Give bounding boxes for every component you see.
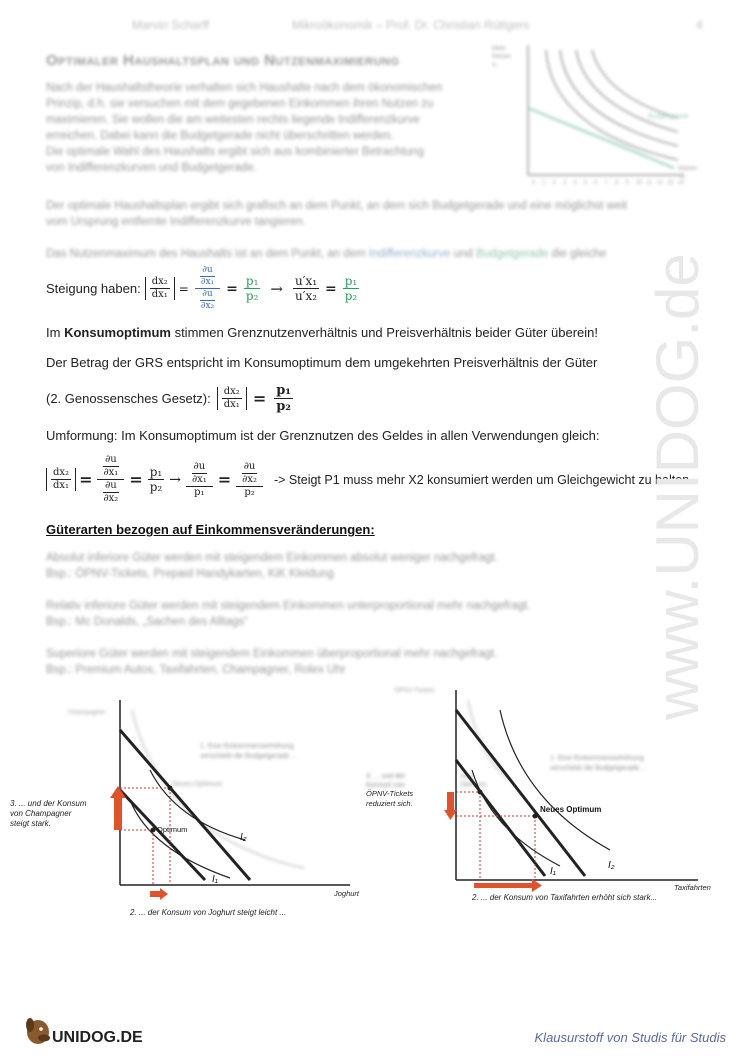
tick-label: 4 — [573, 180, 577, 186]
svg-text:1. Eine Einkommenserhöhung: 1. Eine Einkommenserhöhung — [550, 755, 644, 762]
goods-superior — [46, 646, 706, 678]
top-chart-ticks — [532, 180, 684, 186]
i1-label: I₁ — [212, 874, 218, 885]
gossen-label: (2. Genossensches Gesetz): — [46, 391, 211, 406]
svg-text:UNIDOG.DE: UNIDOG.DE — [52, 1029, 143, 1046]
header-author: Marvin Scharff — [132, 18, 210, 32]
header-page: 4 — [696, 18, 703, 32]
section-goods-types: Güterarten bezogen auf Einkommensveränderungen: — [46, 522, 375, 537]
right-chart-note-1 — [550, 755, 647, 772]
grs-line: Der Betrag der GRS entspricht im Konsumoptimum dem umgekehrten Preisverhältnis der Güter — [46, 355, 598, 370]
new-optimum-point — [533, 814, 538, 819]
svg-text:www.UNIDOG.de: www.UNIDOG.de — [644, 253, 711, 720]
left-chart-x-axis-label: Joghurt — [334, 889, 360, 898]
svg-text:x₁: x₁ — [680, 174, 686, 180]
new-optimum-label: Neues Optimum — [172, 781, 223, 788]
tick-label: 6 — [594, 180, 598, 186]
header-course: Mikroökonomik – Prof. Dr. Christian Rüttgers — [292, 18, 530, 32]
svg-text:verschiebt die Budgetgerade ..: verschiebt die Budgetgerade ... — [200, 753, 297, 760]
goods-example: Bsp.: Mc Donalds, „Sachen des Alltags“ — [46, 616, 248, 628]
tick-label: 13 — [667, 180, 674, 186]
footer-slogan: Klausurstoff von Studis für Studis — [534, 1030, 726, 1045]
watermark — [640, 250, 720, 730]
umformung-line: Umformung: Im Konsumoptimum ist der Grenznutzen des Geldes in allen Verwendungen gleich: — [46, 428, 600, 443]
i2-label: I₂ — [240, 832, 247, 843]
arrow-symbol: → — [270, 279, 283, 298]
top-chart-x-label — [678, 166, 697, 180]
tick-label: 1 — [542, 180, 546, 186]
tick-label: 11 — [646, 180, 653, 186]
indifference-curve-upper — [468, 700, 510, 780]
marginal-utility-derivative-ratio: $\frac{\text{u′x₁}}{\text{u′x₂}}$ — [294, 274, 318, 303]
tick-label: 0 — [532, 180, 536, 186]
goods-example: Bsp.: ÖPNV-Tickets, Prepaid Handykarten, KiK Kleidung — [46, 568, 334, 580]
goods-absolute-inferior — [46, 550, 706, 582]
indifference-curve — [560, 50, 678, 146]
right-arrow-shaft — [474, 883, 532, 888]
left-chart-note-1 — [200, 743, 297, 760]
down-arrow-shaft — [447, 792, 454, 810]
indifference-curve-i2 — [500, 710, 610, 850]
svg-text:3. ... und der Konsum: 3. ... und der Konsum — [10, 799, 87, 808]
right-income-chart — [360, 680, 730, 920]
tick-label: 3 — [563, 180, 567, 186]
svg-text:verschiebt die Budgetgerade ..: verschiebt die Budgetgerade ... — [550, 765, 647, 772]
equilibrium-note: -> Steigt P1 muss mehr X2 konsumiert werden um Gleichgewicht zu halten — [274, 472, 690, 487]
right-chart-x-axis-label: Taxifahrten — [674, 883, 711, 892]
right-arrow-shaft — [150, 891, 160, 897]
para3-before: Das Nutzenmaximum des Haushalts ist an dem Punkt, an dem — [46, 248, 369, 260]
svg-text:reduziert sich.: reduziert sich. — [366, 799, 413, 808]
grs-abs: $\frac{\text{dx₂}}{\text{dx₁}}$ — [145, 277, 175, 300]
tick-label: 7 — [604, 180, 608, 186]
new-optimum-label: Neues Optimum — [540, 805, 602, 814]
old-optimum-label — [460, 773, 486, 788]
svg-text:ÖPNV-Tickets: ÖPNV-Tickets — [366, 789, 414, 798]
right-arrow-icon — [160, 888, 168, 900]
price-ratio: $\frac{\text{p₁}}{\text{p₂}}$ — [245, 274, 259, 303]
i2-label: I₂ — [608, 860, 615, 871]
intro-line: Prinzip, d.h. sie versuchen mit dem gegebenen Einkommen ihren Nutzen zu — [46, 98, 434, 110]
term-indifference: Indifferenzkurve — [368, 248, 451, 260]
right-chart-note-3 — [366, 773, 413, 808]
optimum-label: Optimum — [157, 825, 188, 834]
top-indifference-chart — [488, 40, 702, 190]
paragraph-line: Der optimale Haushaltsplan ergibt sich grafisch an dem Punkt, an dem sich Budgetgerade und eine möglichst weit — [46, 200, 628, 212]
tick-label: 8 — [615, 180, 619, 186]
i1-label: I₁ — [550, 866, 556, 877]
intro-paragraph — [46, 80, 486, 176]
tick-label: 9 — [625, 180, 629, 186]
svg-text:3. ... und der: 3. ... und der — [366, 773, 406, 780]
unidog-logo — [22, 1012, 162, 1048]
svg-text:Optimum: Optimum — [460, 781, 487, 788]
right-chart-note-2: 2. ... der Konsum von Taxifahrten erhöht sich stark... — [472, 893, 658, 902]
left-income-chart — [0, 690, 370, 930]
svg-text:Altes: Altes — [460, 773, 475, 780]
svg-text:Nutzen: Nutzen — [678, 166, 698, 172]
goods-definition: Relativ inferiore Güter werden mit steigendem Einkommen unterproportional mehr nachgefragt. — [46, 600, 531, 612]
intro-line: maximieren. Sie wollen die am weitesten rechts liegende Indifferenzkurve — [46, 114, 420, 126]
intro-line: Nach der Haushaltstheorie verhalten sich Haushalte nach dem ökonomischen — [46, 82, 443, 94]
left-chart-y-axis-label: Champagner — [68, 709, 106, 716]
equals-sign: = — [226, 280, 238, 297]
svg-text:x₂: x₂ — [492, 62, 498, 68]
para3-after: die gleiche — [548, 248, 607, 260]
top-chart-y-label — [492, 46, 511, 68]
paragraph-tangent — [46, 198, 706, 230]
equals-sign: = — [178, 281, 189, 296]
down-arrow-icon — [444, 810, 457, 820]
budget-line-new — [456, 710, 585, 876]
price-ratio: $\frac{\text{p₁}}{\text{p₂}}$ — [344, 274, 358, 303]
optimum-point — [151, 828, 156, 833]
old-optimum-point — [478, 790, 483, 795]
tick-label: 5 — [584, 180, 588, 186]
left-chart-note-3 — [10, 799, 87, 828]
right-chart-y-axis-label: ÖPNV-Tickets — [394, 687, 435, 694]
equals-sign: = — [325, 280, 337, 297]
konsumoptimum-line: Im Konsumoptimum stimmen Grenznutzenverhältnis und Preisverhältnis beider Güter überein! — [46, 325, 598, 340]
goods-example: Bsp.: Premium Autos, Taxifahrten, Champagner, Rolex Uhr — [46, 664, 346, 676]
paragraph-utility-max — [46, 246, 706, 262]
equilibrium-formula: $\frac{\text{dx₂}}{\text{dx₁}}$ = $\frac{\frac{\partial u}{\text{∂x₁}}}{\frac{\partial u}{\text{∂x₂}}}$ = $\frac{\text{p₁}}{\text{p₂}}$ → $\frac{\frac{\partial u}{\text{∂x₁}}}{\text{p₁}}$ = $\frac{\frac{\partial u}{\text{∂x₂}}}{\text{p₂}}$ -> Steigt P1 muss mehr X2 konsumiert werden um Gleichgewicht zu halten — [46, 455, 689, 504]
tick-label: 12 — [656, 180, 663, 186]
svg-text:Konsum von: Konsum von — [366, 782, 405, 789]
steigung-label: Steigung haben: — [46, 281, 141, 296]
goods-definition: Absolut inferiore Güter werden mit steigendem Einkommen absolut weniger nachgefragt. — [46, 552, 498, 564]
svg-text:Mehr: Mehr — [492, 46, 506, 52]
tick-label: 14 — [677, 180, 684, 186]
left-chart-note-2: 2. ... der Konsum von Joghurt steigt leicht ... — [130, 908, 287, 917]
konsumoptimum-bold: Konsumoptimum — [64, 325, 171, 340]
svg-text:1. Eine Einkommenserhöhung: 1. Eine Einkommenserhöhung — [200, 743, 294, 750]
budget-line-old — [120, 790, 205, 880]
term-budget: Budgetgerade — [475, 248, 549, 260]
goods-relative-inferior — [46, 598, 706, 630]
tick-label: 2 — [552, 180, 556, 186]
up-arrow-shaft — [114, 798, 122, 830]
svg-text:steigt stark.: steigt stark. — [10, 819, 51, 828]
budget-label: Budgetgerade — [648, 113, 689, 120]
indifference-curve — [592, 50, 678, 118]
page-title: Optimaler Haushaltsplan und Nutzenmaximierung — [46, 52, 400, 69]
marginal-utility-ratio: $\frac{\frac{\partial u}{\text{∂x₁}}}{\frac{\partial u}{\text{∂x₂}}}$ — [195, 266, 220, 311]
goods-definition: Superiore Güter werden mit steigendem Einkommen überproportional mehr nachgefragt. — [46, 648, 498, 660]
gossen-formula: (2. Genossensches Gesetz): $\frac{\text{dx₂}}{\text{dx₁}}$ = $\frac{\text{p₁}}{\text{p₂}}$ — [46, 383, 292, 414]
intro-line: von Indifferenzkurven und Budgetgerade. — [46, 162, 257, 174]
svg-text:von Champagner: von Champagner — [10, 809, 72, 818]
steigung-formula — [46, 266, 361, 311]
paragraph-line: vom Ursprung entfernte Indifferenzkurve tangieren. — [46, 216, 306, 228]
intro-line: erreichen. Dabei kann die Budgetgerade nicht überschritten werden. — [46, 130, 394, 142]
tick-label: 10 — [636, 180, 643, 186]
right-arrow-icon — [532, 879, 542, 892]
para3-mid: und — [450, 248, 476, 260]
svg-text:Nutzen: Nutzen — [492, 54, 512, 60]
intro-line: Die optimale Wahl des Haushalts ergibt sich aus kombinierter Betrachtung — [46, 146, 424, 158]
